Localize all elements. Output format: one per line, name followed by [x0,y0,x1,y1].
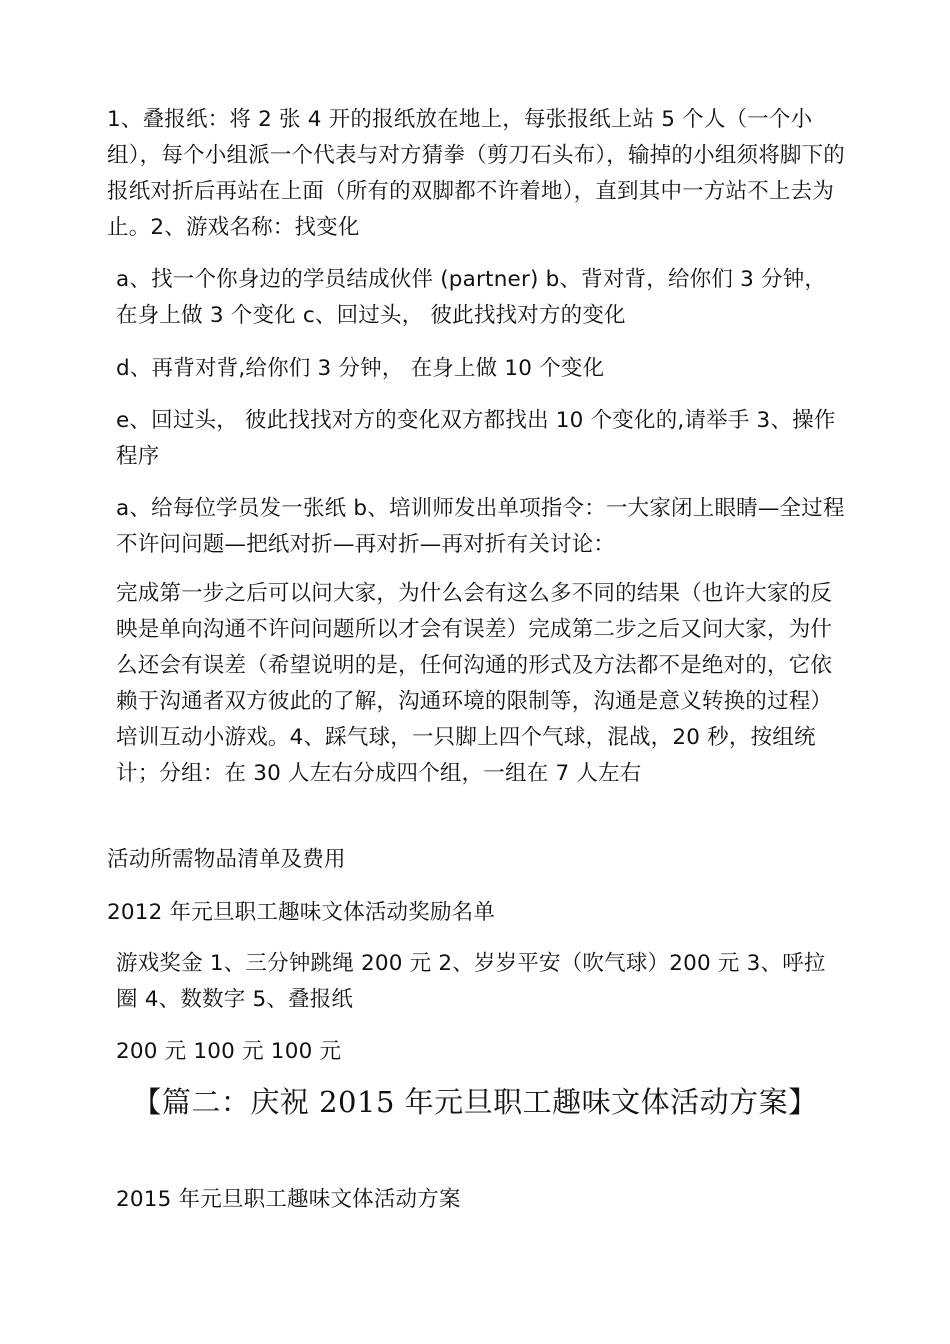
section-heading: 【篇二：庆祝 2015 年元旦职工趣味文体活动方案】 [132,1085,818,1119]
document-subtitle: 2015 年元旦职工趣味文体活动方案 [116,1187,461,1212]
paragraph-procedure: a、给每位学员发一张纸 b、培训师发出单项指令：一大家闭上眼睛—全过程不许问问题—把纸对折—再对折—再对折有关讨论： [116,496,845,557]
paragraph-items-list: 活动所需物品清单及费用 [107,847,346,872]
paragraph-game-prizes: 游戏奖金 1、三分钟跳绳 200 元 2、岁岁平安（吹气球）200 元 3、呼拉圈 4、数数字 5、叠报纸 [116,951,826,1012]
paragraph-discussion: 完成第一步之后可以问大家，为什么会有这么多不同的结果（也许大家的反映是单向沟通不许问问题所以才会有误差）完成第二步之后又问大家，为什么还会有误差（希望说明的是，任何沟通的形式及方法都不是绝对的，它依赖于沟通者双方彼此的了解，沟通环境的限制等，沟通是意义转换的过程）培训互动小游戏。4、踩气球，一只脚上四个气球，混战，20 秒，按组统计；分组：在 30 人左右分成四个组，一组在 7 人左右 [116,581,833,786]
paragraph-newspaper-game: 1、叠报纸：将 2 张 4 开的报纸放在地上，每张报纸上站 5 个人（一个小组），每个小组派一个代表与对方猜拳（剪刀石头布），输掉的小组须将脚下的报纸对折后再站在上面（所有的双脚都不许着地），直到其中一方站不上去为止。2、游戏名称：找变化 [107,107,846,240]
paragraph-award-list-title: 2012 年元旦职工趣味文体活动奖励名单 [107,900,496,925]
paragraph-find-changes-d: d、再背对背,给你们 3 分钟， 在身上做 10 个变化 [116,356,605,381]
paragraph-find-changes-a: a、找一个你身边的学员结成伙伴 (partner) b、背对背，给你们 3 分钟， 在身上做 3 个变化 c、回过头， 彼此找找对方的变化 [116,267,827,328]
paragraph-prize-amounts: 200 元 100 元 100 元 [116,1039,342,1064]
paragraph-find-changes-e: e、回过头， 彼此找找对方的变化双方都找出 10 个变化的,请举手 3、操作程序 [116,408,836,469]
